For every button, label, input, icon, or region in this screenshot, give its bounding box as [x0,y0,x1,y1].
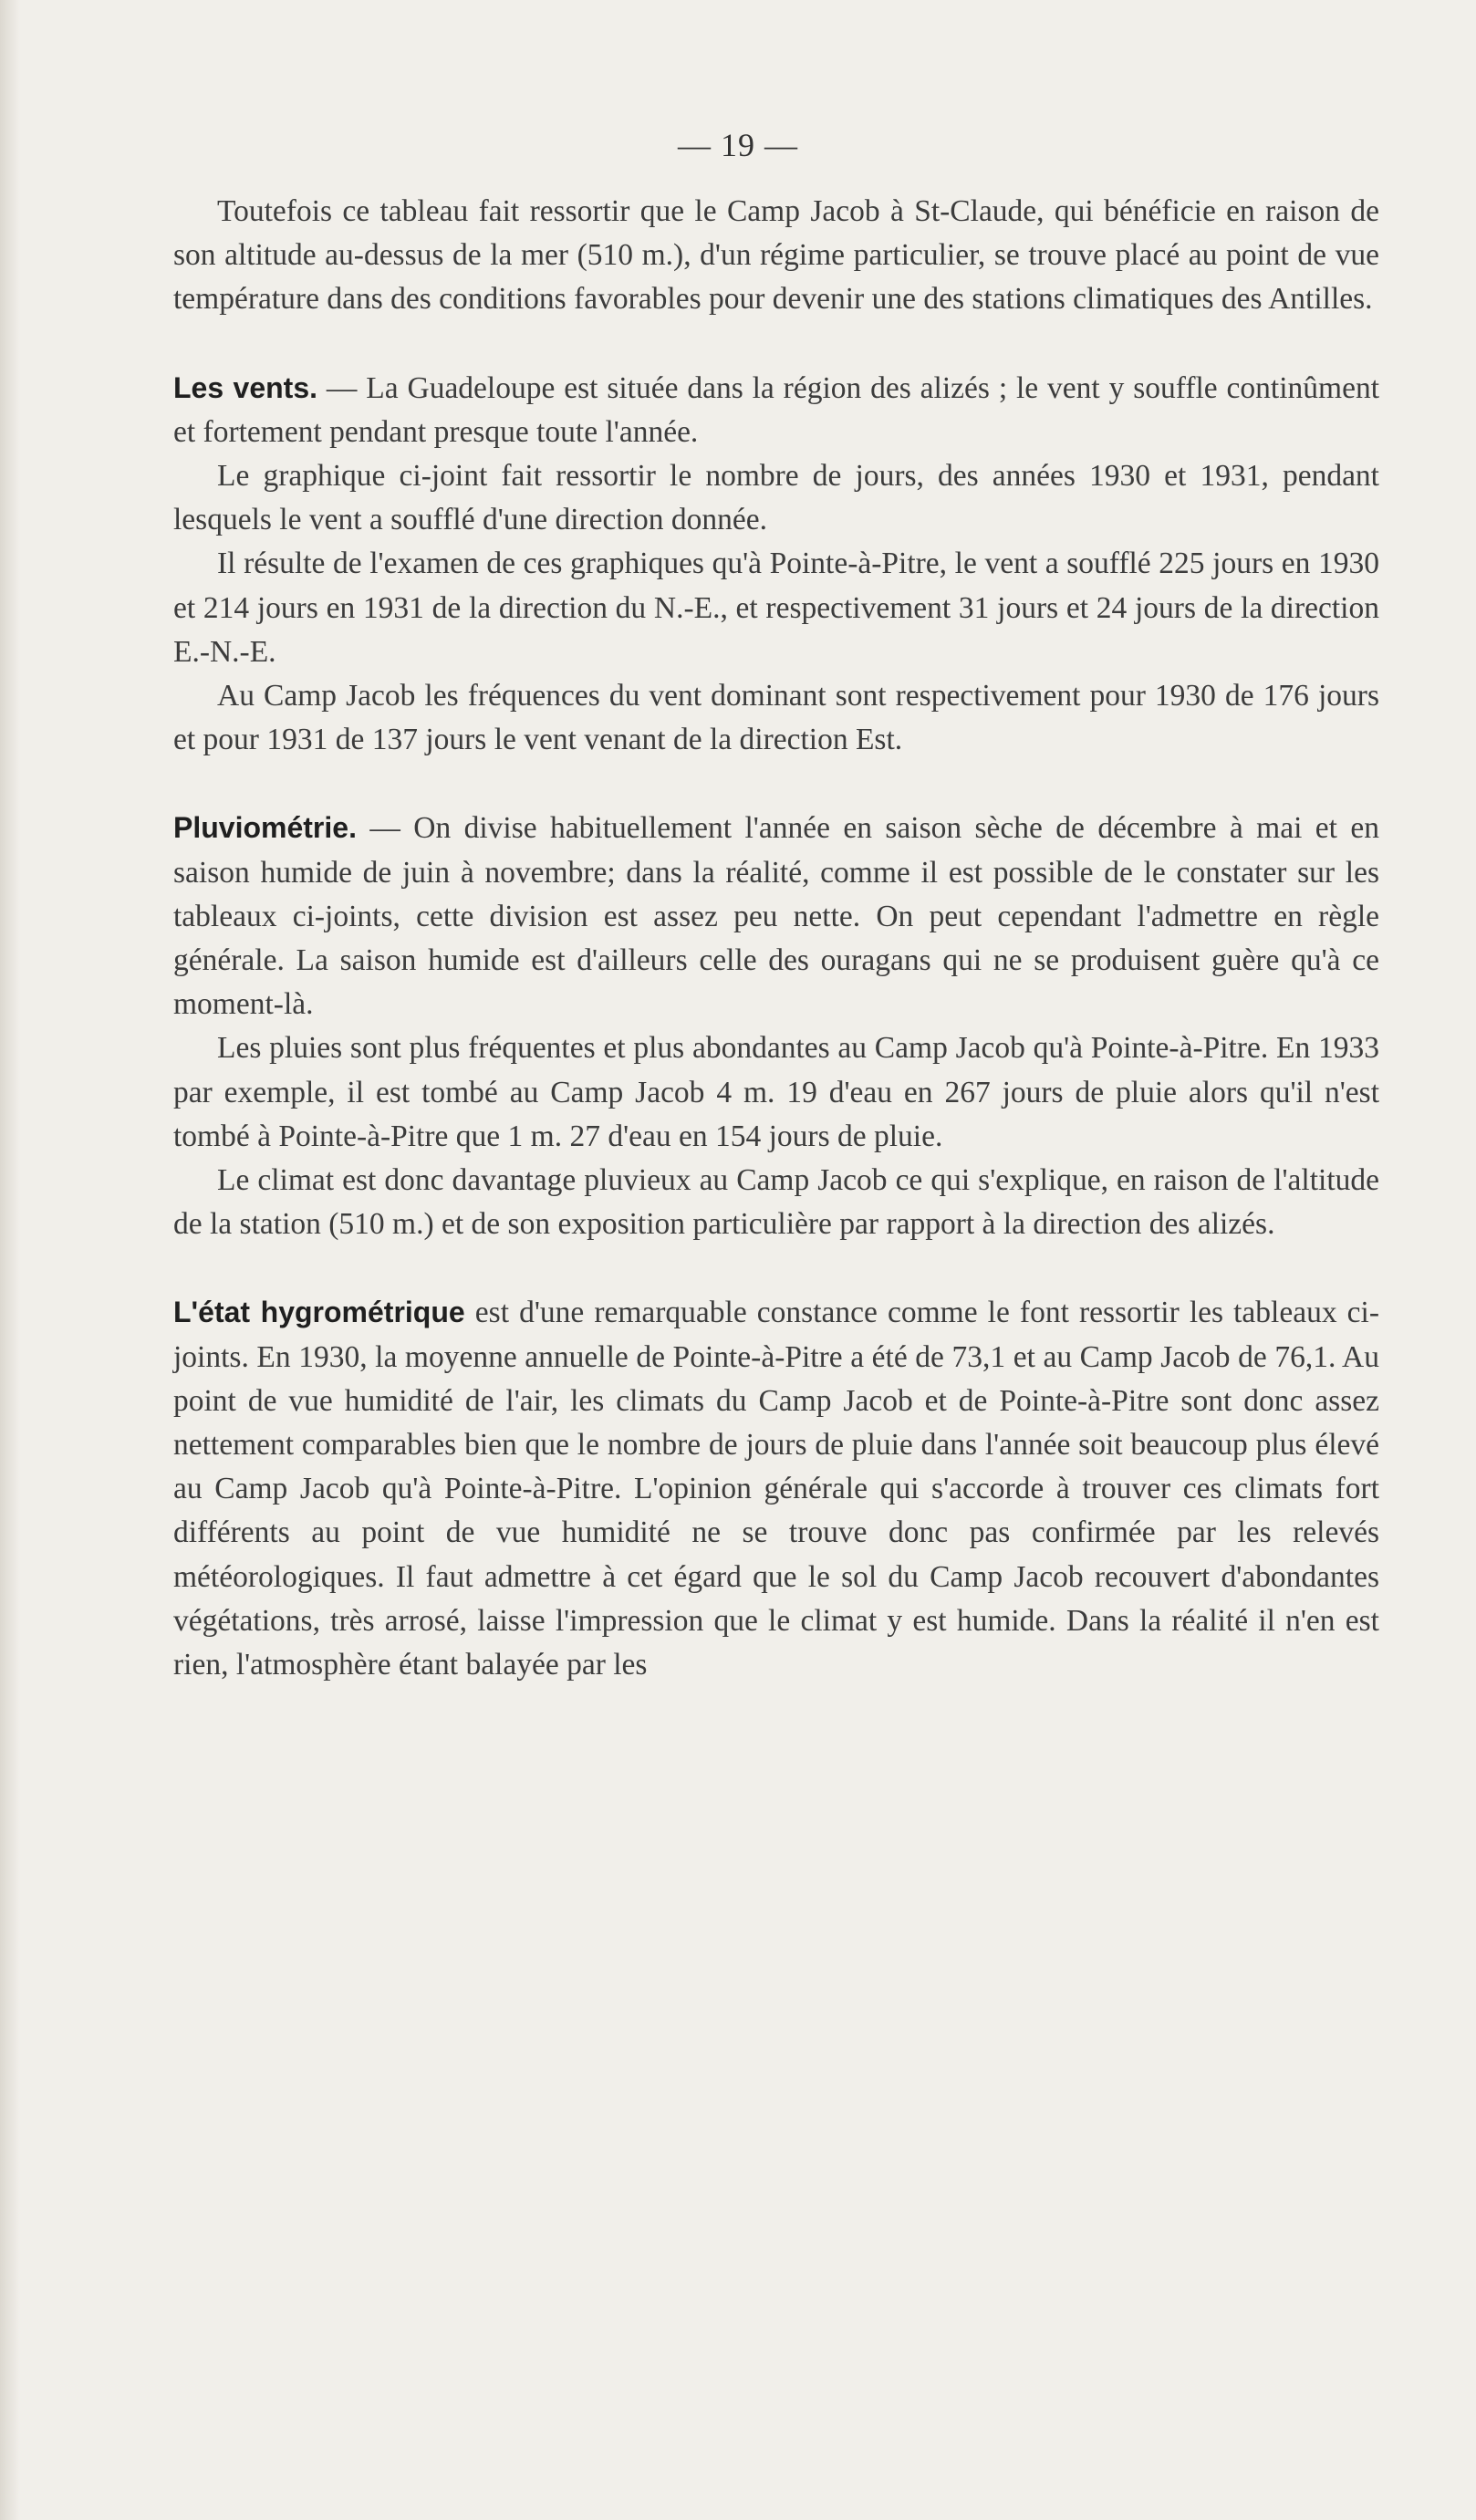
section-spacer [173,322,1379,366]
page-edge-shadow [0,0,20,2520]
pluviometrie-paragraph [173,806,1379,1026]
pluviometrie-heading: Pluviométrie. [173,811,357,845]
vents-heading: Les vents. [173,370,318,404]
pluviometrie-paragraph-3: Le climat est donc davantage pluvieux au Camp Jacob ce qui s'explique, en raison de l'altitude de la station (510 m.) et de son exposition particulière par rapport à la direction des alizés. [173,1163,1379,1242]
vents-paragraph-4: Au Camp Jacob les fréquences du vent dominant sont respectivement pour 1930 de 176 jours et pour 1931 de 137 jours le vent venant de la direction Est. [173,679,1379,757]
section-spacer [173,1246,1379,1290]
vents-paragraph-2: Le graphique ci-joint fait ressortir le nombre de jours, des années 1930 et 1931, pendant lesquels le vent a soufflé d'une direction donnée. [173,459,1379,537]
vents-intro-text: — La Guadeloupe est située dans la région des alizés ; le vent y souffle continûment et fortement pendant presque toute l'année. [173,370,1380,449]
pluviometrie-paragraph-2: Les pluies sont plus fréquentes et plus abondantes au Camp Jacob qu'à Pointe-à-Pitre. En 1933 par exemple, il est tombé au Camp Jacob 4 m. 19 d'eau en 267 jours de pluie alors qu'il n'est tombé à Pointe-à-Pitre que 1 m. 27 d'eau en 154 jours de pluie. [173,1031,1379,1153]
hygrometrie-text: est d'une remarquable constance comme le font ressortir les tableaux ci-joints. En 1930, la moyenne annuelle de Pointe-à-Pitre a été de 73,1 et au Camp Jacob de 76,1. Au point de vue humidité de l'air, les climats du Camp Jacob et de Pointe-à-Pitre sont donc assez nettement comparables bien que le nombre de jours de pluie dans l'année soit beaucoup plus élevé au Camp Jacob qu'à Pointe-à-Pitre. L'opinion générale qui s'accorde à trouver ces climats fort différents au point de vue humidité ne se trouve donc pas confirmée par les relevés météorologiques. Il faut admettre à cet égard que le sol du Camp Jacob recouvert d'abondantes végétations, très arrosé, laisse l'impression que le climat y est humide. Dans la réalité il n'en est rien, l'atmosphère étant balayée par les [173,1296,1380,1682]
body-text [173,190,1379,1687]
section-spacer [173,762,1379,806]
pluviometrie-intro-text: — On divise habituellement l'année en saison sèche de décembre à mai et en saison humide de juin à novembre; dans la réalité, comme il est possible de le constater sur les tableaux ci-joints, cette division est assez peu nette. On peut cependant l'admettre en règle générale. La saison humide est d'ailleurs celle des ouragans qui ne se produisent guère qu'à ce moment-là. [173,811,1379,1022]
page-number: — 19 — [678,127,798,163]
hygrometrie-heading: L'état hygrométrique [173,1296,465,1329]
vents-paragraph-3: Il résulte de l'examen de ces graphiques qu'à Pointe-à-Pitre, le vent a soufflé 225 jours en 1930 et 214 jours en 1931 de la direction du N.-E., et respectivement 31 jours et 24 jours de la direction E.-N.-E. [173,547,1379,669]
hygrometrie-paragraph [173,1290,1379,1687]
vents-paragraph [173,366,1379,454]
intro-paragraph: Toutefois ce tableau fait ressortir que le Camp Jacob à St-Claude, qui bénéficie en raison de son altitude au-dessus de la mer (510 m.), d'un régime particulier, se trouve placé au point de vue température dans des conditions favorables pour devenir une des stations climatiques des Antilles. [173,194,1379,317]
